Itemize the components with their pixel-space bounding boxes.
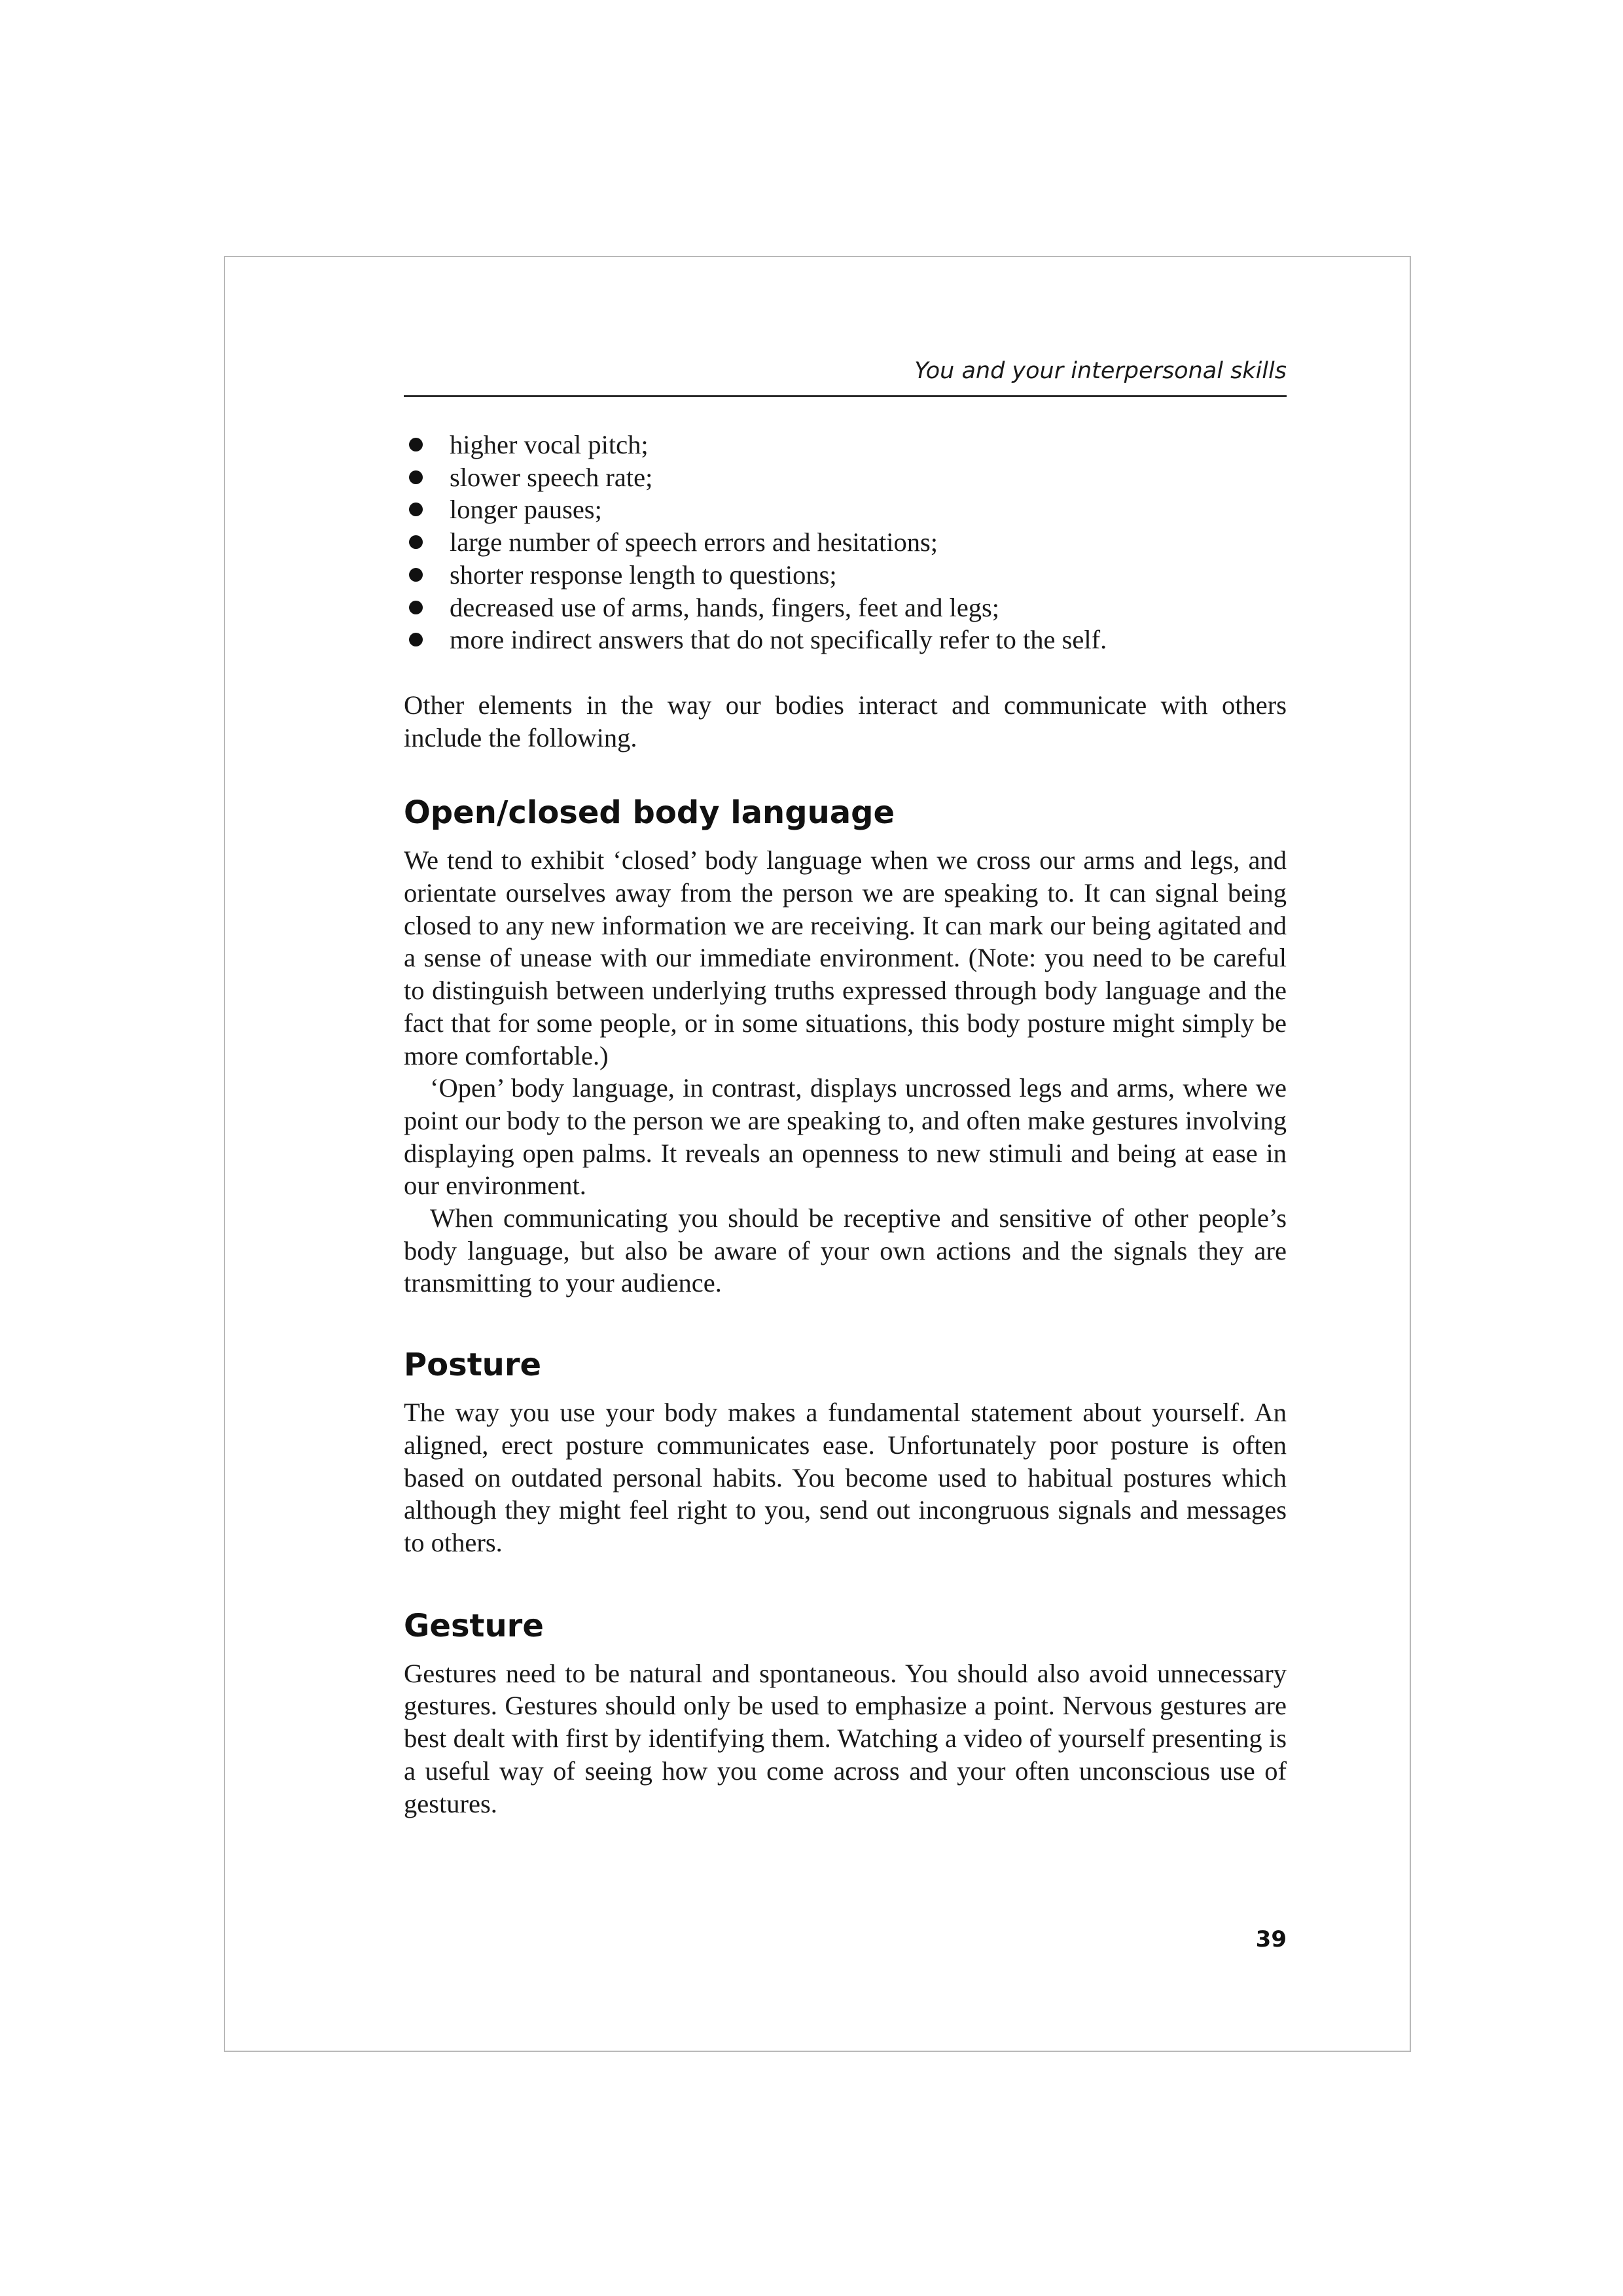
list-item: decreased use of arms, hands, fingers, feet and legs; <box>404 592 1287 624</box>
list-item: longer pauses; <box>404 493 1287 526</box>
list-item: large number of speech errors and hesitations; <box>404 526 1287 559</box>
section-heading-posture: Posture <box>404 1347 542 1384</box>
bullet-icon <box>409 568 423 582</box>
bullet-icon <box>409 503 423 516</box>
bullet-icon <box>409 438 423 451</box>
bullet-list <box>404 429 1287 656</box>
bullet-icon <box>409 535 423 549</box>
list-item: shorter response length to questions; <box>404 559 1287 592</box>
paragraph: Gestures need to be natural and spontaneous. You should also avoid unnecessary gestures. Gestures should only be used to emphasize a point. Nervous gestures are best dealt with first by identifying them. Watching a video of yourself presenting is a useful way of seeing how you come across and your often unconscious use of gestures. <box>404 1658 1287 1818</box>
bullet-icon <box>409 470 423 484</box>
running-head: You and your interpersonal skills <box>914 358 1287 384</box>
bullet-icon <box>409 633 423 646</box>
body-text <box>404 429 1287 1820</box>
paragraph: When communicating you should be receptive and sensitive of other people’s body language, but also be aware of your own actions and the signals they are transmitting to your audience. <box>404 1203 1287 1298</box>
bullet-icon <box>409 601 423 614</box>
section-heading-gesture: Gesture <box>404 1607 544 1644</box>
page-number: 39 <box>1255 1926 1287 1952</box>
list-item: higher vocal pitch; <box>404 429 1287 461</box>
paragraph: We tend to exhibit ‘closed’ body language when we cross our arms and legs, and orientate ourselves away from the person we are speaking to. It can signal being closed to any new information we are receiving. It can mark our being agitated and a sense of unease with our immediate environment. (Note: you need to be careful to distinguish between underlying truths expressed through body language and the fact that for some people, or in some situations, this body posture might simply be more comfortable.) <box>404 845 1287 1070</box>
header-rule <box>404 395 1287 397</box>
list-item: more indirect answers that do not specifically refer to the self. <box>404 624 1287 656</box>
intro-paragraph: Other elements in the way our bodies interact and communicate with others include the following. <box>404 690 1287 752</box>
list-item: slower speech rate; <box>404 461 1287 494</box>
paragraph: The way you use your body makes a fundamental statement about yourself. An aligned, erect posture communicates ease. Unfortunately poor posture is often based on outdated personal habits. You become used to habitual postures which although they might feel right to you, send out incongruous signals and messages to others. <box>404 1398 1287 1557</box>
page-content <box>404 347 1287 1820</box>
section-heading-open-closed: Open/closed body language <box>404 794 895 832</box>
paragraph: ‘Open’ body language, in contrast, displays uncrossed legs and arms, where we point our body to the person we are speaking to, and often make gestures involving displaying open palms. It reveals an openness to new stimuli and being at ease in our environment. <box>404 1073 1287 1201</box>
